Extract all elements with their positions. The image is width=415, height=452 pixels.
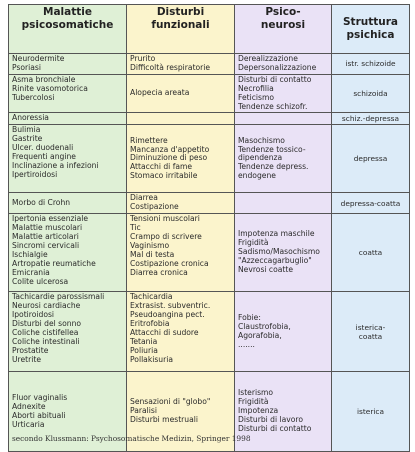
source-caption: secondo Klussmann: Psychosomatische Medizin, Springer 1998	[12, 434, 251, 443]
cell-struttura: isterica	[332, 372, 410, 452]
header-neurosi: Psico- neurosi	[235, 5, 332, 54]
cell-psicosomatiche: Morbo di Crohn	[9, 193, 127, 214]
cell-funzionali: Alopecia areata	[127, 74, 235, 113]
cell-psicosomatiche: Fluor vaginalis Adnexite Aborti abituali Urticaria	[9, 372, 127, 452]
cell-psicosomatiche: Asma bronchiale Rinite vasomotorica Tubercolosi	[9, 74, 127, 113]
cell-neurosi: Isterismo Frigidità Impotenza Disturbi di lavoro Disturbi di contatto	[235, 372, 332, 452]
table-row	[9, 214, 410, 292]
cell-struttura: isterica- coatta	[332, 292, 410, 372]
cell-funzionali: Tensioni muscolari Tic Crampo di scrivere Vaginismo Mal di testa Costipazione cronica Diarrea cronica	[127, 214, 235, 292]
table-row	[9, 74, 410, 113]
cell-psicosomatiche: Tachicardie parossismali Neurosi cardiache Ipotiroidosi Disturbi del sonno Coliche cistifellea Coliche intestinali Prostatite Uretrite	[9, 292, 127, 372]
cell-struttura: schizoida	[332, 74, 410, 113]
cell-neurosi: Masochismo Tendenze tossico- dipendenza Tendenze depress. endogene	[235, 125, 332, 193]
header-funzionali: Disturbi funzionali	[127, 5, 235, 54]
header-struttura: Struttura psichica	[332, 5, 410, 54]
cell-funzionali: Tachicardia Extrasist. subventric. Pseudoangina pect. Eritrofobia Attacchi di sudore Tetania Poliuria Pollakisuria	[127, 292, 235, 372]
cell-funzionali: Prurito Difficoltà respiratorie	[127, 54, 235, 75]
cell-psicosomatiche: Neurodermite Psoriasi	[9, 54, 127, 75]
header-row	[9, 5, 410, 54]
cell-neurosi	[235, 193, 332, 214]
table-row	[9, 54, 410, 75]
cell-struttura: schiz.-depressa	[332, 113, 410, 125]
table-row	[9, 113, 410, 125]
cell-psicosomatiche: Ipertonia essenziale Malattie muscolari Malattie articolari Sincromi cervicali Ischialgie Artropatie reumatiche Emicrania Colite ulcerosa	[9, 214, 127, 292]
header-psicosomatiche: Malattie psicosomatiche	[9, 5, 127, 54]
table-row	[9, 125, 410, 193]
table-row	[9, 292, 410, 372]
cell-neurosi	[235, 113, 332, 125]
cell-psicosomatiche: Bulimia Gastrite Ulcer. duodenali Frequenti angine Inclinazione a infezioni Ipertiroidosi	[9, 125, 127, 193]
cell-neurosi: Fobie: Claustrofobia, Agorafobia, .......	[235, 292, 332, 372]
cell-struttura: coatta	[332, 214, 410, 292]
cell-neurosi: Impotenza maschile Frigidità Sadismo/Masochismo "Azzeccagarbuglio" Nevrosi coatte	[235, 214, 332, 292]
psychosomatic-table	[8, 4, 410, 452]
cell-neurosi: Derealizzazione Depersonalizzazione	[235, 54, 332, 75]
cell-funzionali: Sensazioni di "globo" Paralisi Disturbi mestruali	[127, 372, 235, 452]
cell-neurosi: Disturbi di contatto Necrofilia Feticismo Tendenze schizofr.	[235, 74, 332, 113]
cell-funzionali: Diarrea Costipazione	[127, 193, 235, 214]
table-row	[9, 193, 410, 214]
cell-psicosomatiche: Anoressia	[9, 113, 127, 125]
cell-struttura: istr. schizoide	[332, 54, 410, 75]
cell-funzionali	[127, 113, 235, 125]
cell-funzionali: Rimettere Mancanza d'appetito Diminuzione di peso Attacchi di fame Stomaco irritabile	[127, 125, 235, 193]
cell-struttura: depressa-coatta	[332, 193, 410, 214]
cell-struttura: depressa	[332, 125, 410, 193]
